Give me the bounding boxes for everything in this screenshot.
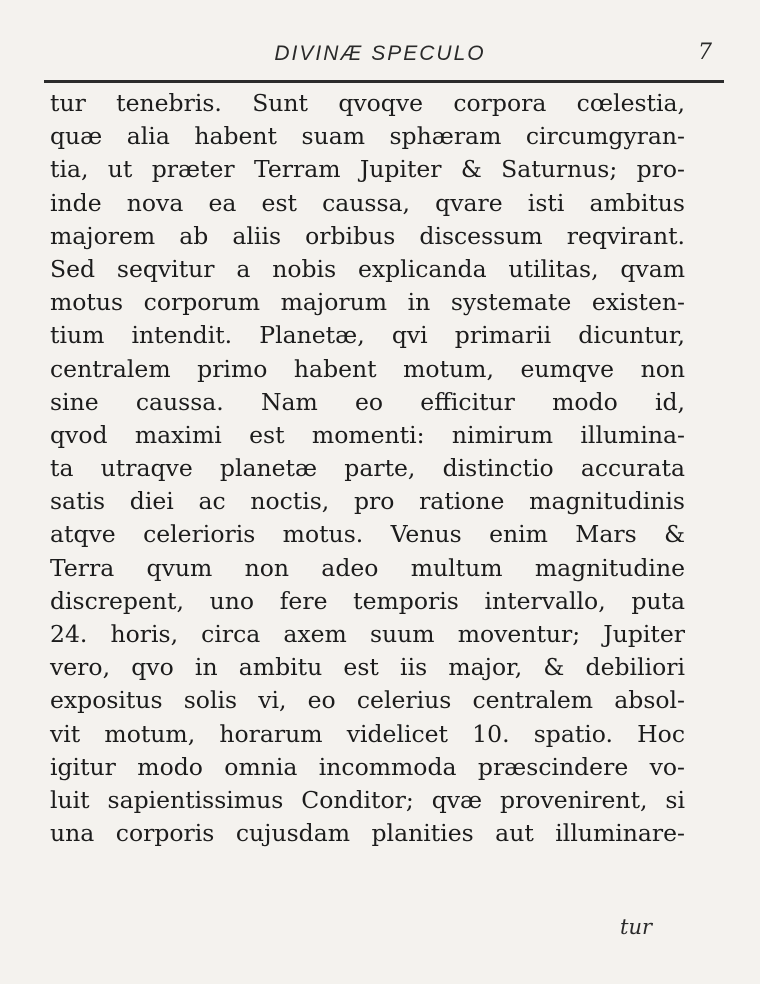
running-head: DIVINÆ SPECULO xyxy=(274,42,486,65)
text-line: majorem ab aliis orbibus discessum reqvirant. xyxy=(50,221,685,250)
text-line: satis diei ac noctis, pro ratione magnitudinis xyxy=(50,487,685,516)
body-text xyxy=(50,87,685,850)
text-line: tia, ut præter Terram Jupiter & Saturnus; pro- xyxy=(50,155,685,184)
text-line: igitur modo omnia incommoda præscindere vo- xyxy=(50,752,685,781)
text-line: tium intendit. Planetæ, qvi primarii dicuntur, xyxy=(50,321,685,350)
text-line: Terra qvum non adeo multum magnitudine xyxy=(50,553,685,582)
text-line: vero, qvo in ambitu est iis major, & debiliori xyxy=(50,653,685,682)
text-line: inde nova ea est caussa, qvare isti ambitus xyxy=(50,188,685,217)
text-line: vit motum, horarum videlicet 10. spatio. Hoc xyxy=(50,719,685,748)
text-line: ta utraqve planetæ parte, distinctio accurata xyxy=(50,454,685,483)
text-line: 24. horis, circa axem suum moventur; Jupiter xyxy=(50,620,685,648)
page-header xyxy=(40,42,720,74)
text-line: expositus solis vi, eo celerius centralem absol- xyxy=(50,686,685,715)
text-line: discrepent, uno fere temporis intervallo, puta xyxy=(50,586,685,615)
text-line: centralem primo habent motum, eumqve non xyxy=(50,354,685,383)
page-number: 7 xyxy=(698,40,712,65)
text-line: atqve celerioris motus. Venus enim Mars & xyxy=(50,520,685,549)
header-rule xyxy=(44,80,724,83)
catchword: tur xyxy=(620,915,653,939)
text-line: qvod maximi est momenti: nimirum illumina- xyxy=(50,420,685,449)
text-line: luit sapientissimus Conditor; qvæ provenirent, si xyxy=(50,785,685,814)
text-line: tur tenebris. Sunt qvoqve corpora cœlestia, xyxy=(50,89,685,117)
text-line: Sed seqvitur a nobis explicanda utilitas, qvam xyxy=(50,254,685,283)
text-line: una corporis cujusdam planities aut illuminare- xyxy=(50,819,685,848)
text-line: sine caussa. Nam eo efficitur modo id, xyxy=(50,387,685,416)
text-line: motus corporum majorum in systemate existen- xyxy=(50,288,685,317)
text-line: quæ alia habent suam sphæram circumgyran- xyxy=(50,122,685,151)
